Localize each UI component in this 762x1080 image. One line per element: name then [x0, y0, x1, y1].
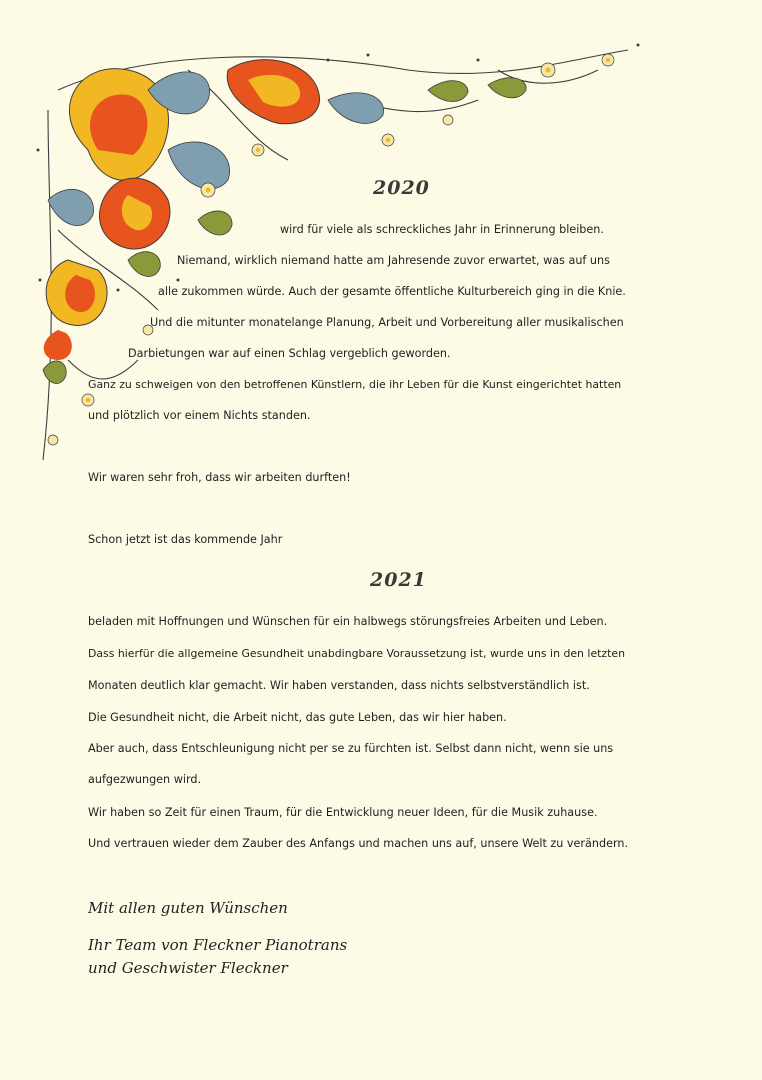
paragraph-line: Die Gesundheit nicht, die Arbeit nicht, das gute Leben, das wir hier haben.: [88, 711, 507, 724]
paragraph-line: Ganz zu schweigen von den betroffenen Künstlern, die ihr Leben für die Kunst eingerichtet hatten: [88, 378, 622, 391]
paragraph-line: Und die mitunter monatelange Planung, Arbeit und Vorbereitung aller musikalischen: [150, 316, 624, 329]
paragraph-line: Wir haben so Zeit für einen Traum, für die Entwicklung neuer Ideen, für die Musik zuhause.: [88, 806, 598, 819]
paragraph-line: aufgezwungen wird.: [88, 773, 202, 786]
paragraph-line: beladen mit Hoffnungen und Wünschen für ein halbwegs störungsfreies Arbeiten und Leben.: [88, 615, 608, 628]
year-heading-2020: 2020: [373, 177, 430, 199]
paragraph-line: alle zukommen würde. Auch der gesamte öffentliche Kulturbereich ging in die Knie.: [158, 285, 626, 298]
paragraph-line: und plötzlich vor einem Nichts standen.: [88, 409, 311, 422]
paragraph-line: Wir waren sehr froh, dass wir arbeiten durften!: [88, 471, 351, 484]
closing-greeting: Mit allen guten Wünschen: [88, 899, 288, 917]
paragraph-line: wird für viele als schreckliches Jahr in Erinnerung bleiben.: [280, 223, 604, 236]
paragraph-line: Monaten deutlich klar gemacht. Wir haben verstanden, dass nichts selbstverständlich ist.: [88, 679, 590, 692]
paragraph-line: Darbietungen war auf einen Schlag vergeblich geworden.: [128, 347, 451, 360]
year-heading-2021: 2021: [370, 569, 427, 591]
paragraph-line: Schon jetzt ist das kommende Jahr: [88, 533, 283, 546]
paragraph-line: Niemand, wirklich niemand hatte am Jahresende zuvor erwartet, was auf uns: [177, 254, 610, 267]
paragraph-line: Aber auch, dass Entschleunigung nicht per se zu fürchten ist. Selbst dann nicht, wenn sie uns: [88, 742, 614, 755]
paragraph-line: Dass hierfür die allgemeine Gesundheit unabdingbare Voraussetzung ist, wurde uns in den letzten: [88, 647, 626, 660]
signature-line: Ihr Team von Fleckner Pianotrans: [88, 936, 348, 954]
signature-line: und Geschwister Fleckner: [88, 959, 288, 977]
paragraph-line: Und vertrauen wieder dem Zauber des Anfangs und machen uns auf, unsere Welt zu verändern.: [88, 837, 629, 850]
